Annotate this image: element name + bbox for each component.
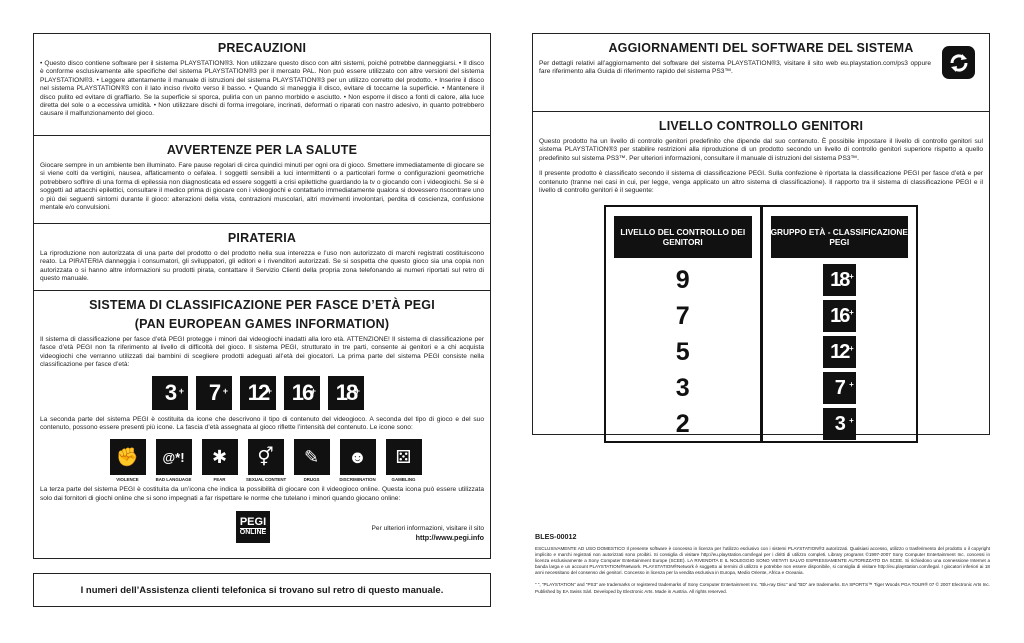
- customer-support-note: I numeri dell’Assistenza clienti telefonica si trovano sul retro di questo manuale.: [33, 573, 491, 607]
- legal-text-trademarks: “ ”, “PLAYSTATION” and “PS3” are trademarks or registered trademarks of Sony Computer Entertainment Inc. “Blu-ray Disc” and “BD” are trademarks. EA SPORTS™ Tiger Woods PGA TOUR® 07 © 2007 Electronic Arts Inc. Published by EA Swiss Sàrl. Developed by Electronic Arts. Made in Austria. All rights reserved.: [535, 582, 990, 594]
- parental-level-value: 2: [675, 409, 690, 438]
- pegi-descriptor-icons: [108, 439, 484, 482]
- spider-icon: ✱: [202, 439, 238, 475]
- piracy-title: PIRATERIA: [227, 231, 297, 245]
- parental-level-header: LIVELLO DEL CONTROLLO DEI GENITORI: [614, 216, 752, 258]
- parental-control-text-1: Questo prodotto ha un livello di controllo genitori predefinito che dipende dal suo contenuto. È possibile impostare il livello di controllo genitori sul sistema PLAYSTATION®3 per stabilire restrizioni alla riproduzione di un prodotto secondo un livello di controllo genitori superiore rispetto a quello predefinito sul sistema PS3™. Per ulteriori informazioni, consultare il manuale di istruzioni del sistema PS3™.: [539, 138, 983, 162]
- pegi-text-part2: La seconda parte del sistema PEGI è costituita da icone che descrivono il tipo di contenuto del videogioco. A seconda del tipo di gioco e del suo contenuto, possono essere presenti più icone. La fascia d’età assegnata al gioco riflette l’intensità del contenuto. Le icone sono:: [40, 415, 484, 432]
- pegi-subtitle: (PAN EUROPEAN GAMES INFORMATION): [134, 317, 390, 331]
- pegi-18-icon: 18 +: [328, 376, 364, 410]
- right-info-panel: [532, 33, 990, 438]
- pegi-16-icon: 16 +: [823, 300, 856, 332]
- pegi-age-header: GRUPPO ETÀ - CLASSIFICAZIONE PEGI: [771, 216, 909, 258]
- legal-notice: [535, 532, 990, 595]
- pegi-title: SISTEMA DI CLASSIFICAZIONE PER FASCE D’ETÀ PEGI: [89, 298, 435, 312]
- system-software-section: [533, 34, 989, 112]
- parental-control-section: [533, 112, 989, 438]
- legal-text-italian: ESCLUSIVAMENTE AD USO DOMESTICO Il presente software è concesso in licenza per l’utilizzo esclusivo con i sistemi PLAYSTATION®3 autorizzati. Qualsiasi accesso, utilizzo o trasferimento del prodotto o il copyright implicito e marchi registrati non autorizzati sono proibiti. Si consiglia di visitare http://eu.playstation.com/legal per i diritti di utilizzo completi. Library programs ©1997-2007 Sony Computer Entertainment Inc. concessi in licenza esclusivamente a Sony Computer Entertainment Europe (SCEE). LA RIVENDITA E IL NOLEGGIO SONO VIETATI SALVO ESPRESSAMENTE AUTORIZZATO DA SCEE. Si richiedono una connessione Internet a banda larga e un account PLAYSTATION®Network. PLAYSTATION®Network è soggetto ai termini di utilizzo e potrebbe non essere disponibile, si consiglia di visitare http://eu.playstation.com/legal. I giocatori inferiori ai 18 anni necessitano del consenso dei genitori. Concesso in licenza per la vendita esclusiva in Europa, Medio Oriente, Africa e Oceania.: [535, 546, 990, 576]
- dice-icon: ⚄: [386, 439, 422, 475]
- piracy-text: La riproduzione non autorizzata di una parte del prodotto o del prodotto nella sua interezza e l’uso non autorizzato di marchi registrati costituiscono reato. La PIRATERIA danneggia i consumatori, gli sviluppatori, gli editori e i rivenditori autorizzati. Se si sospetta che questo gioco sia una copia non autorizzata o si hanno altre informazioni su prodotti pirata, contattare il Servizio Clienti della propria zona telefonando ai numeri riportati sul retro di questo manuale.: [40, 250, 484, 283]
- product-code: BLES-00012: [535, 532, 577, 541]
- descriptor-fear: ✱ FEAR: [200, 439, 239, 482]
- descriptor-drugs: ✎ DRUGS: [292, 439, 331, 482]
- syringe-icon: ✎: [294, 439, 330, 475]
- descriptor-bad-language: @*! BAD LANGUAGE: [154, 439, 193, 482]
- speech-bubble-icon: @*!: [156, 439, 192, 475]
- precautions-section: [34, 34, 490, 136]
- parental-level-value: 7: [675, 301, 690, 330]
- pegi-12-icon: 12 +: [823, 336, 856, 368]
- pegi-section: [34, 291, 490, 558]
- health-warning-section: [34, 136, 490, 224]
- pegi-text-part3: La terza parte del sistema PEGI è costituita da un’icona che indica la possibilità di giocare con il videogioco online. Questa icona può essere utilizzata solo dai fornitori di giochi online che si sono impegnati a far rispettare le norme che tutelano i minori quando giocano online:: [40, 486, 484, 502]
- parental-control-title: LIVELLO CONTROLLO GENITORI: [658, 119, 864, 133]
- gender-icon: ⚥: [248, 439, 284, 475]
- health-warning-text: Giocare sempre in un ambiente ben illuminato. Fare pause regolari di circa quindici minuti per ogni ora di gioco. Smettere immediatamente di giocare se si viene colti da vertigini, nausea, affaticamento o cefalea. I soggetti sensibili a luci intermittenti o a particolari forme o configurazioni geometriche potrebbero soffrire di una forma di epilessia non diagnosticata ed essere soggetti a crisi epilettiche guardando la tv o giocando con i videogiochi. Se si è soggetti ad attacchi epilettici, consultare il medico prima di giocare con i videogiochi e contattarlo immediatamente qualora si dovessero riscontrare uno o più dei seguenti sintomi durante il gioco: alterazioni della vista, contrazioni muscolari, altri movimenti involontari, perdita di coscienza, confusione mentale e/o convulsioni.: [40, 162, 484, 212]
- left-info-panel: [33, 33, 491, 559]
- fist-icon: ✊: [110, 439, 146, 475]
- pegi-12-icon: 12 +: [240, 376, 276, 410]
- precautions-title: PRECAUZIONI: [217, 41, 307, 55]
- health-warning-title: AVVERTENZE PER LA SALUTE: [166, 143, 358, 157]
- pegi-7-icon: 7 +: [823, 372, 856, 404]
- pegi-footer: [40, 511, 484, 543]
- system-software-title: AGGIORNAMENTI DEL SOFTWARE DEL SISTEMA: [608, 41, 914, 55]
- pegi-3-icon: 3 +: [152, 376, 188, 410]
- pegi-18-icon: 18 +: [823, 264, 856, 296]
- refresh-icon: [942, 46, 975, 79]
- descriptor-violence: ✊ VIOLENCE: [108, 439, 147, 482]
- pegi-7-icon: 7 +: [196, 376, 232, 410]
- pegi-more-info: Per ulteriori informazioni, visitare il sito http://www.pegi.info: [371, 525, 484, 543]
- system-software-text: Per dettagli relativi all’aggiornamento del software del sistema PLAYSTATION®3, visitare il sito web eu.playstation.com/ps3 oppure fare riferimento alla Guida di riferimento rapido del sistema PS3™.: [539, 60, 931, 76]
- parental-rating-table: [604, 205, 918, 443]
- pegi-age-column: [760, 207, 917, 441]
- parental-control-text-2: Il presente prodotto è classificato secondo il sistema di classificazione PEGI. Sulla confezione è riportata la classificazione PEGI per fasce d’età e per contenuto (tranne nei casi in cui, per legge, venga applicato un altro sistema di classificazione). Il rapporto tra il sistema di classificazione PEGI e il livello di controllo genitori è il seguente:: [539, 170, 983, 195]
- pegi-online-icon: PEGI ONLINE: [236, 511, 270, 543]
- descriptor-gambling: ⚄ GAMBLING: [384, 439, 423, 482]
- pegi-age-icons: [152, 376, 484, 410]
- pegi-16-icon: 16 +: [284, 376, 320, 410]
- parental-level-value: 3: [675, 373, 690, 402]
- people-icon: ☻: [340, 439, 376, 475]
- parental-level-value: 5: [675, 337, 690, 366]
- descriptor-sexual-content: ⚥ SEXUAL CONTENT: [246, 439, 285, 482]
- parental-level-column: [606, 207, 760, 441]
- parental-level-value: 9: [675, 265, 690, 294]
- pegi-url-link[interactable]: http://www.pegi.info: [415, 533, 484, 543]
- pegi-3-icon: 3 +: [823, 408, 856, 440]
- precautions-text: • Questo disco contiene software per il sistema PLAYSTATION®3. Non utilizzare questo disco con altri sistemi, poiché potrebbe danneggiarsi. • Il disco è conforme esclusivamente alle specifiche del sistema PLAYSTATION®3 per il mercato PAL. Non può essere utilizzato con altre versioni del sistema PLAYSTATION®3. • Leggere attentamente il manuale di istruzioni del sistema PLAYSTATION®3 per un utilizzo corretto del prodotto. • Inserire il disco nel sistema PLAYSTATION®3 con il lato inciso rivolto verso il basso. • Quando si maneggia il disco, evitare di toccarne la superficie. • Mantenere il disco pulito ed evitare di graffiarlo. Se la superficie si sporca, pulirla con un panno morbido e asciutto. • Non esporre il disco a fonti di calore, alla luce diretta del sole o a eccessiva umidità. • Non utilizzare dischi di forma irregolare, incrinati, deformati o riparati con nastro adesivo, in quanto potrebbero causare il malfunzionamento del gioco.: [40, 60, 484, 118]
- piracy-section: [34, 224, 490, 291]
- descriptor-discrimination: ☻ DISCRIMINATION: [338, 439, 377, 482]
- pegi-text-part1: Il sistema di classificazione per fasce d’età PEGI protegge i minori dai videogiochi inadatti alla loro età. ATTENZIONE! Il sistema di classificazione per fasce d’età PEGI non fa riferimento al livello di difficoltà del gioco. Il sistema PEGI, strutturato in tre parti, consente ai genitori e a chi acquista videogiochi che verranno utilizzati dai bambini di scegliere prodotti adeguati all’età dei giocatori. La prima parte del sistema PEGI consiste nella classificazione per fasce d’età:: [40, 336, 484, 369]
